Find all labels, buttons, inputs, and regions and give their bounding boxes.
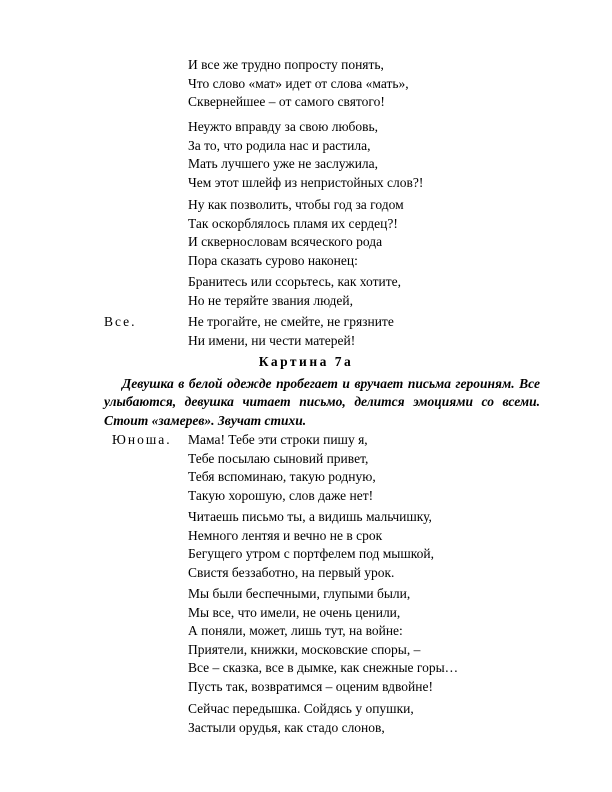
stanza bbox=[188, 56, 409, 112]
stanza bbox=[188, 196, 404, 270]
verse-line: Сквернейшее – от самого святого! bbox=[188, 94, 385, 110]
stanza bbox=[188, 431, 376, 505]
verse-line: Свистя беззаботно, на первый урок. bbox=[188, 564, 395, 580]
scene-heading: Картина 7а bbox=[258, 354, 354, 369]
verse-line: Застыли орудья, как стадо слонов, bbox=[188, 719, 385, 735]
verse-line: Неужто вправду за свою любовь, bbox=[188, 119, 379, 134]
verse-line: Приятели, книжки, московские споры, – bbox=[188, 641, 421, 657]
verse-line: Тебя вспоминаю, такую родную, bbox=[188, 469, 376, 485]
speaker-label: Юноша. bbox=[112, 432, 172, 447]
verse-line: Немного лентяя и вечно не в срок bbox=[188, 527, 383, 543]
verse-line: Мама! Тебе эти строки пишу я, bbox=[188, 432, 368, 447]
verse-line: Мать лучшего уже не заслужила, bbox=[188, 156, 379, 172]
verse-line: Мы были беспечными, глупыми были, bbox=[188, 586, 411, 601]
verse-line: Но не теряйте звания людей, bbox=[188, 292, 353, 308]
verse-line: Бегущего утром с портфелем под мышкой, bbox=[188, 546, 434, 562]
verse-line: И все же трудно попросту понять, bbox=[188, 57, 384, 72]
verse-line: Бранитесь или ссорьтесь, как хотите, bbox=[188, 274, 401, 289]
verse-line: Не трогайте, не смейте, не грязните bbox=[188, 314, 394, 329]
stanza bbox=[188, 508, 434, 582]
chorus-stanza bbox=[188, 313, 394, 350]
verse-line: Ну как позволить, чтобы год за годом bbox=[188, 197, 404, 212]
verse-line: Мы все, что имели, не очень ценили, bbox=[188, 604, 401, 620]
verse-line: Чем этот шлейф из непристойных слов?! bbox=[188, 174, 424, 190]
verse-line: Так оскорблялось пламя их сердец?! bbox=[188, 215, 398, 231]
verse-line: Сейчас передышка. Сойдясь у опушки, bbox=[188, 701, 414, 716]
verse-line: Тебе посылаю сыновий привет, bbox=[188, 450, 369, 466]
stanza bbox=[188, 118, 423, 192]
verse-line: Читаешь письмо ты, а видишь мальчишку, bbox=[188, 509, 432, 524]
verse-line: Что слово «мат» идет от слова «мать», bbox=[188, 75, 409, 91]
verse-line: За то, что родила нас и растила, bbox=[188, 137, 371, 153]
stanza bbox=[188, 273, 401, 310]
verse-line: Все – сказка, все в дымке, как снежные горы… bbox=[188, 660, 459, 676]
verse-line: Пусть так, возвратимся – оценим вдвойне! bbox=[188, 678, 433, 694]
verse-line: И сквернословам всяческого рода bbox=[188, 234, 383, 250]
speaker-label: Все. bbox=[104, 314, 137, 329]
verse-line: Ни имени, ни чести матерей! bbox=[188, 332, 356, 348]
verse-line: Пора сказать сурово наконец: bbox=[188, 252, 358, 268]
stanza bbox=[188, 700, 414, 737]
verse-line: А поняли, может, лишь тут, на войне: bbox=[188, 623, 403, 639]
verse-line: Такую хорошую, слов даже нет! bbox=[188, 487, 374, 503]
stage-direction: Девушка в белой одежде пробегает и вручает письма героиням. Все улыбаются, девушка читает письмо, делится эмоциями со всеми. Стоит «замерев». Звучат стихи. bbox=[104, 376, 540, 428]
stanza bbox=[188, 585, 458, 697]
